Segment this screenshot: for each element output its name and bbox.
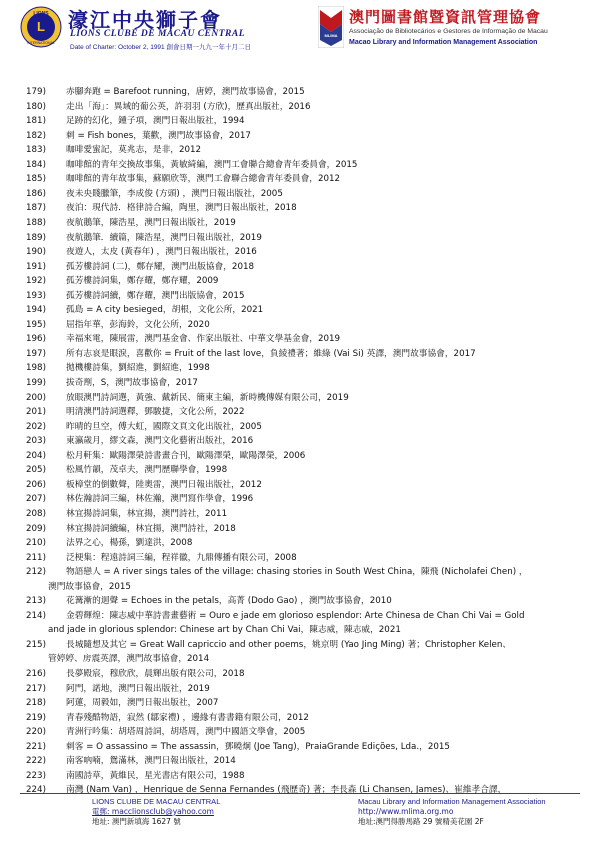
- list-item-number: 188): [26, 217, 46, 228]
- list-item: [0, 684, 600, 695]
- list-item: [0, 509, 600, 520]
- footer-lions-contact: [92, 797, 220, 827]
- list-item-number: 196): [26, 334, 46, 345]
- list-item-number: 212): [26, 567, 46, 578]
- list-item-number: 185): [26, 174, 46, 185]
- list-item-text: 拋機樓詩集，劉紹進，劉紹進，1998: [66, 363, 210, 374]
- list-item-number: 192): [26, 276, 46, 287]
- list-item-text: 松風竹韻，茂卓夫，澳門歷聯學會，1998: [66, 465, 228, 476]
- list-item: [0, 174, 600, 185]
- list-item-number: 220): [26, 727, 46, 738]
- footer-mlima-title: Macau Library and Information Management Association: [358, 797, 546, 806]
- list-item-text: 阿蓮，周毅如，澳門日報出版社，2007: [66, 698, 219, 709]
- list-item-text: 南客吶喃，鴛滿林，澳門日報出版社，2014: [66, 756, 236, 767]
- list-item-text: 東瀛歲月，繆文森，澳門文化藝術出版社，2016: [66, 436, 254, 447]
- list-item: [0, 116, 600, 127]
- list-item-text: 刺 = Fish bones，葉歡，澳門故事協會，2017: [66, 130, 251, 141]
- list-item-text: 咖啡館的青年故事集，蘇願欣等，澳門工會聯合總會青年委員會，2012: [66, 174, 341, 185]
- list-item-continuation: 管婷婷、房震英譯，澳門故事協會，2014: [48, 654, 210, 665]
- list-item-number: 224): [26, 785, 46, 796]
- lions-name-chinese: 濠江中央獅子會: [68, 8, 222, 32]
- list-item: [0, 102, 600, 113]
- list-item-text: 物語戀人 = A river sings tales of the village: chasing stories in South West China，陳飛 (Nicholafei Chen) ，: [66, 567, 528, 578]
- list-item-number: 193): [26, 290, 46, 301]
- list-item-number: 203): [26, 436, 46, 447]
- list-item-number: 182): [26, 130, 46, 141]
- list-item-number: 217): [26, 683, 46, 694]
- list-item-number: 222): [26, 756, 46, 767]
- list-item-number: 221): [26, 741, 46, 752]
- mlima-name-chinese: 澳門圖書館暨資訊管理協會: [349, 8, 542, 26]
- list-item-number: 190): [26, 247, 46, 258]
- list-item-text: 林宜揚詩詞續編，林宜揚，澳門詩社，2018: [66, 523, 236, 534]
- list-item: [0, 669, 600, 680]
- list-item: [0, 742, 600, 753]
- list-item: [0, 596, 600, 607]
- list-item-text: 幸福來電，陳展雷，澳門基金會、作家出版社、中華文學基金會，2019: [66, 334, 341, 345]
- list-item: [0, 233, 600, 244]
- list-item: [0, 553, 600, 564]
- list-item-number: 215): [26, 639, 46, 650]
- list-item-text: 屈指年華，彭海鈴，文化公所，2020: [66, 319, 210, 330]
- list-item-number: 205): [26, 465, 46, 476]
- list-item-text: 夜泊：現代詩．格律詩合編，陶里，澳門日報出版社，2018: [66, 203, 297, 214]
- list-item: [0, 451, 600, 462]
- list-item-text: 長城隨想及其它 = Great Wall capriccio and other poems，姚京明 (Yao Jing Ming) 著；Christopher Kelen、: [66, 639, 512, 650]
- list-item-number: 199): [26, 378, 46, 388]
- list-item-text: 松月軒集：歐陽澤榮詩書畫合刊，歐陽澤榮，歐陽澤榮，2006: [66, 450, 306, 461]
- list-item-text: 明清澳門詩詞選釋，鄧駿捷，文化公所，2022: [66, 407, 245, 418]
- footer-lions-title: LIONS CLUBE DE MACAU CENTRAL: [92, 797, 221, 806]
- list-item: [0, 378, 600, 389]
- list-item: [0, 203, 600, 214]
- list-item-continuation: 澳門故事協會，2015: [48, 581, 131, 592]
- list-item-number: 218): [26, 698, 46, 709]
- list-item-text: 花篝漸的迴聲 = Echoes in the petals，高菁 (Dodo Gao) ，澳門故事協會，2010: [66, 596, 392, 607]
- list-item: [0, 291, 600, 302]
- list-item-number: 197): [26, 348, 46, 359]
- list-item: [0, 422, 600, 433]
- list-item-text: 法界之心，楊孫，劉達洪，2008: [66, 538, 193, 549]
- list-item-number: 189): [26, 232, 46, 243]
- list-item: [0, 305, 600, 316]
- list-item: [0, 218, 600, 229]
- list-item: [0, 756, 600, 767]
- mlima-name-portuguese: Associação de Bibliotecários e Gestores de Informação de Macau: [349, 28, 548, 35]
- list-item-text: 足跡的幻化，鍾子項，澳門日報出版社，1994: [66, 116, 245, 127]
- list-item: [0, 698, 600, 709]
- list-item: [0, 189, 600, 200]
- list-item: [0, 611, 600, 622]
- list-item-text: 孤芳樓詩詞續，鄭存耀，澳門出版協會，2015: [66, 290, 245, 301]
- list-item: [0, 567, 600, 578]
- list-item-text: 走出「海」：異域的葡公英，許羽羽 (方欣)，歷真出版社，2016: [66, 101, 311, 112]
- list-item-text: 林佐瀚詩詞三編，林佐瀚，澳門寫作學會，1996: [66, 494, 254, 505]
- list-item: [0, 276, 600, 287]
- footer-mlima-contact: [358, 797, 546, 827]
- list-item-number: 219): [26, 712, 46, 723]
- list-item: [0, 713, 600, 724]
- list-item-number: 207): [26, 494, 46, 505]
- list-item-number: 210): [26, 538, 46, 549]
- list-item: [0, 160, 600, 171]
- list-item: [0, 436, 600, 447]
- list-item-text: 赤腳奔跑 = Barefoot running，唐婷，澳門故事協會，2015: [66, 87, 305, 97]
- list-item-text: 板樟堂的倒數聲，陸奧雷，澳門日報出版社，2012: [66, 479, 262, 490]
- list-item-number: 191): [26, 261, 46, 272]
- footer-divider: [20, 793, 580, 794]
- list-item-text: 阿門，諾地，澳門日報出版社，2019: [66, 683, 210, 694]
- list-item-text: 所有志哀是眼淚，喜歡你 = Fruit of the last love，負綾禮著；維綠 (Vai Si) 英譯，澳門故事協會，2017: [66, 348, 476, 359]
- list-item: [0, 247, 600, 258]
- list-item-text: 夜航鵝筆．續篇，陳浩星，澳門日報出版社，2019: [66, 232, 262, 243]
- list-item: [0, 320, 600, 331]
- list-item-number: 183): [26, 145, 46, 156]
- list-item-text: 放眼澳門詩詞選，黃強、戴新民、簡東主編，新時機傳媒有限公司，2019: [66, 392, 349, 403]
- list-item-text: 長夢殿宸，穆欣欣，晨輝出版有限公司，2018: [66, 669, 245, 679]
- mlima-logo-text: MLIMA: [324, 33, 338, 38]
- list-item-continuation: and jade in glorious splendor: Chinese art by Chan Chi Vai，陳志威，陳志威，2021: [48, 625, 401, 636]
- lions-logo-subtext: INTERNATIONAL: [27, 41, 55, 45]
- list-item-number: 187): [26, 203, 46, 214]
- list-item-number: 202): [26, 421, 46, 432]
- list-item: [0, 363, 600, 374]
- list-item-text: 南灣 (Nam Van) ，Henrique de Senna Fernandes (飛歷奇) 著；李長森 (Li Chansen, James)、崔維孝合譯，: [66, 785, 507, 796]
- list-item-number: 180): [26, 101, 46, 112]
- footer-lions-address: 地址: 澳門新填海 1627 號: [92, 817, 181, 826]
- list-item-text: 夜航鵝筆，陳浩星，澳門日報出版社，2019: [66, 217, 236, 228]
- list-item-number: 211): [26, 552, 46, 563]
- lions-logo-text: LIONS: [33, 11, 49, 17]
- list-item-text: 刺客 = O assassino = The assassin，鄧曉炯 (Joe Tang)，PraiaGrande Edições, Lda.，2015: [66, 741, 450, 752]
- list-item: [0, 640, 600, 651]
- list-item: [0, 334, 600, 345]
- list-item-text: 孤芳樓詩詞 (二)，鄭存耀，澳門出版協會，2018: [66, 261, 255, 272]
- list-item-number: 214): [26, 610, 46, 621]
- list-item: [0, 145, 600, 156]
- list-item-number: 206): [26, 479, 46, 490]
- svg-text:L: L: [37, 19, 45, 34]
- list-item-number: 179): [26, 87, 46, 97]
- list-item-text: 昨晴的旦空，傅大虹，國際文頁文化出版社，2005: [66, 421, 262, 432]
- footer-mlima-url[interactable]: http://www.mlima.org.mo: [358, 807, 454, 816]
- list-item-number: 216): [26, 669, 46, 679]
- list-item-text: 青春殘酷物語，寂然 (鄒家禮) ，邊緣有書書籍有限公司，2012: [66, 712, 309, 723]
- list-item-text: 孤島 = A city besieged，胡根，文化公所，2021: [66, 305, 264, 316]
- list-item: [0, 538, 600, 549]
- footer-mlima-address: 地址:澳門得勝馬路 29 號精美花園 2F: [358, 817, 484, 826]
- list-item: [0, 727, 600, 738]
- list-item-text: 金碧輝煌：陳志威中華詩書畫藝術 = Ouro e jade em glorioso esplendor: Arte Chinesa de Chan Chi Vai = Gold: [66, 610, 525, 621]
- list-item-number: 184): [26, 159, 46, 170]
- list-item: [0, 494, 600, 505]
- footer-lions-email[interactable]: 電郵: macclionsclub@yahoo.com: [92, 807, 214, 816]
- list-item-text: 林宜揚詩詞集，林宜揚，澳門詩社，2011: [66, 508, 228, 519]
- list-item-number: 195): [26, 319, 46, 330]
- list-item: [0, 771, 600, 782]
- list-item: [0, 87, 600, 98]
- list-item: [0, 785, 600, 796]
- list-item: [0, 480, 600, 491]
- list-item-number: 201): [26, 407, 46, 418]
- list-item-text: 咖啡愛蜜記，莫兆志，是非，2012: [66, 145, 202, 156]
- list-item-text: 青洲行吟集：胡塔周詩詞，胡塔周，澳門中國語文學會，2005: [66, 727, 306, 738]
- list-item-number: 204): [26, 450, 46, 461]
- list-item: [0, 465, 600, 476]
- lions-name-portuguese: LIONS CLUBE DE MACAU CENTRAL: [70, 29, 246, 39]
- list-item-number: 186): [26, 188, 46, 199]
- list-item: [0, 262, 600, 273]
- list-item-text: 拔奇劑，S，澳門故事協會，2017: [66, 378, 198, 388]
- list-item-number: 223): [26, 770, 46, 781]
- list-item-text: 孤芳樓詩詞集，鄭存耀，鄭存耀，2009: [66, 276, 219, 287]
- mlima-name-english: Macao Library and Information Management Association: [349, 39, 538, 46]
- list-item: [0, 349, 600, 360]
- list-item-number: 194): [26, 305, 46, 316]
- list-item: [0, 524, 600, 535]
- list-item-text: 泛梗集：程遠詩詞三編，程祥徽，九鼎傳播有限公司，2008: [66, 552, 297, 563]
- list-item-number: 200): [26, 392, 46, 403]
- list-item-text: 咖啡館的青年交換故事集，黃敏綺編，澳門工會聯合總會青年委員會，2015: [66, 159, 358, 170]
- list-item-number: 209): [26, 523, 46, 534]
- list-item: [0, 407, 600, 418]
- list-item-number: 213): [26, 596, 46, 607]
- list-item-text: 夜未央賤臘筆，李成俊 (方頭) ，澳門日報出版社，2005: [66, 188, 283, 199]
- lions-charter-date: Date of Charter: October 2, 1991 創會日期一九九一年十月二日: [70, 44, 251, 51]
- list-item-number: 198): [26, 363, 46, 374]
- list-item: [0, 131, 600, 142]
- list-item-text: 夜遊人，太皮 (黃春年) ，澳門日報出版社，2016: [66, 247, 257, 258]
- list-item-number: 208): [26, 508, 46, 519]
- list-item-text: 南國詩草，黃維民，星光書店有限公司，1988: [66, 770, 245, 781]
- list-item: [0, 393, 600, 404]
- list-item-number: 181): [26, 116, 46, 127]
